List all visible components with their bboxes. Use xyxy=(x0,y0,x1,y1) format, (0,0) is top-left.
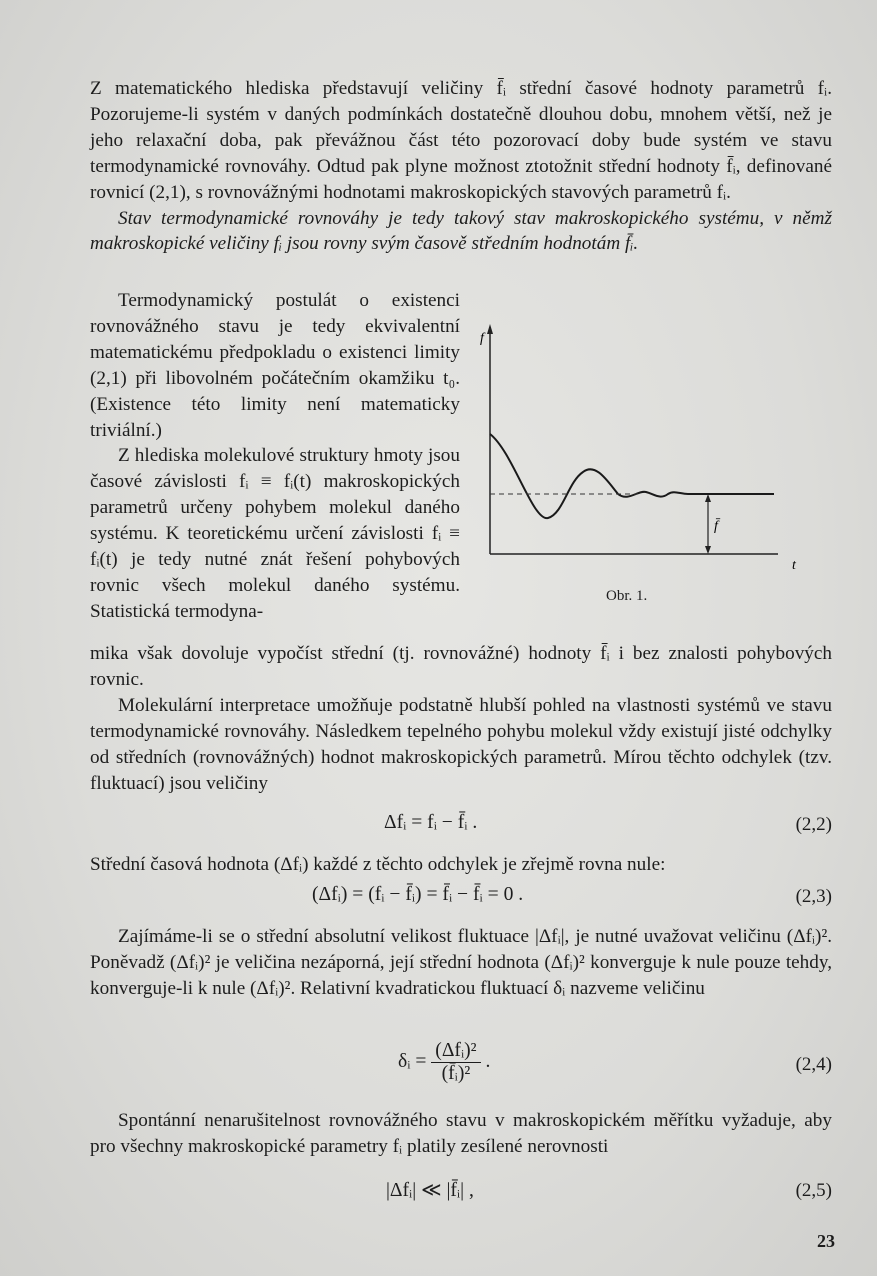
left-column-text xyxy=(90,288,460,625)
para-8-text: Spontánní nenarušitelnost rovnovážného stavu v makroskopickém měřítku vyžaduje, aby pro všechny makroskopické parametry fᵢ platily zesílené nerovnosti xyxy=(90,1110,832,1157)
equation-2-5: |Δfᵢ| ≪ |f̄ᵢ| , xyxy=(386,1180,474,1201)
eq24-lhs: δᵢ = xyxy=(398,1051,427,1072)
para-4b-text: mika však dovoluje vypočíst střední (tj. rovnovážné) hodnoty f̄ᵢ i bez znalosti pohybových rovnic. xyxy=(90,643,832,690)
paragraph-7 xyxy=(90,924,832,1002)
axis-y-label: f xyxy=(480,331,484,346)
y-axis-arrow-icon xyxy=(487,324,493,334)
para-1-text: Z matematického hlediska představují veličiny f̄ᵢ střední časové hodnoty parametrů fᵢ. Pozorujeme-li systém v daných podmínkách dostatečně dlouhou dobu, mnohem větší, než je jeho relaxační doba, pak převážnou část této pozorovací doby bude systém ve stavu termodynamické rovnováhy. Odtud pak plyne možnost ztotožnit střední hodnoty f̄ᵢ, definované rovnicí (2,1), s rovnovážnými hodnotami makroskopických stavových parametrů fᵢ. xyxy=(90,78,832,203)
eq24-dot: . xyxy=(485,1051,491,1072)
figure-1 xyxy=(478,322,798,612)
arrow-down-icon xyxy=(705,546,711,554)
paragraph-8 xyxy=(90,1108,832,1160)
eq24-denominator: (f̄ᵢ)² xyxy=(441,1063,471,1084)
page-number: 23 xyxy=(817,1231,835,1251)
arrow-up-icon xyxy=(705,494,711,502)
equation-2-4-number: (2,4) xyxy=(795,1054,832,1075)
para-6-text: Střední časová hodnota (Δfᵢ) každé z těchto odchylek je zřejmě rovna nule: xyxy=(90,854,666,875)
fluctuation-curve xyxy=(490,434,774,518)
figure-caption: Obr. 1. xyxy=(606,588,648,604)
axis-x-label: t xyxy=(792,558,796,573)
equation-2-2-number: (2,2) xyxy=(795,814,832,835)
paragraph-4-cont xyxy=(90,641,832,796)
eq24-numerator: (Δfᵢ)² xyxy=(431,1040,480,1063)
equation-2-4 xyxy=(398,1040,490,1085)
para-2-italic: Stav termodynamické rovnováhy je tedy takový stav makroskopického systému, v němž makroskopické veličiny fᵢ jsou rovny svým časově středním hodnotám f̄ᵢ. xyxy=(90,207,832,255)
eq24-fraction xyxy=(431,1040,480,1085)
equation-2-5-number: (2,5) xyxy=(795,1180,832,1201)
equation-2-3: (Δfᵢ) = (fᵢ − f̄ᵢ) = f̄ᵢ − f̄ᵢ = 0 . xyxy=(312,884,524,905)
equation-2-2: Δfᵢ = fᵢ − f̄ᵢ . xyxy=(384,812,478,833)
para-7-text: Zajímáme-li se o střední absolutní velikost fluktuace |Δfᵢ|, je nutné uvažovat veličinu (Δfᵢ)². Poněvadž (Δfᵢ)² je veličina nezáporná, její střední hodnota (Δfᵢ)² konverguje k nule pouze tehdy, konverguje-li k nule (Δfᵢ)². Relativní kvadratickou fluktuací δᵢ nazveme veličinu xyxy=(90,926,832,999)
figure-1-plot xyxy=(478,322,798,592)
paragraph-6 xyxy=(90,852,832,878)
paragraph-1 xyxy=(90,76,832,257)
equation-2-3-number: (2,3) xyxy=(795,886,832,907)
mean-level-label: f̄ xyxy=(714,519,718,534)
para-4-text: Z hlediska molekulové struktury hmoty jsou časové závislosti fᵢ ≡ fᵢ(t) makroskopických parametrů určeny pohybem molekul daného systému. K teoretickému určení závislosti fᵢ ≡ fᵢ(t) je tedy nutné znát řešení pohybových rovnic všech molekul daného systému. Statistická termodyna- xyxy=(90,445,460,622)
para-2-text xyxy=(90,206,832,258)
para-5-text: Molekulární interpretace umožňuje podstatně hlubší pohled na vlastnosti systémů ve stavu termodynamické rovnováhy. Následkem tepelného pohybu molekul vždy existují jisté odchylky od středních (rovnovážných) hodnot makroskopických parametrů. Mírou těchto odchylek (tzv. fluktuací) jsou veličiny xyxy=(90,694,832,794)
para-3-text: Termodynamický postulát o existenci rovnovážného stavu je tedy ekvivalentní matematickému předpokladu o existenci limity (2,1) při libovolném počátečním okamžiku t₀. (Existence této limity není matematicky triviální.) xyxy=(90,290,460,441)
